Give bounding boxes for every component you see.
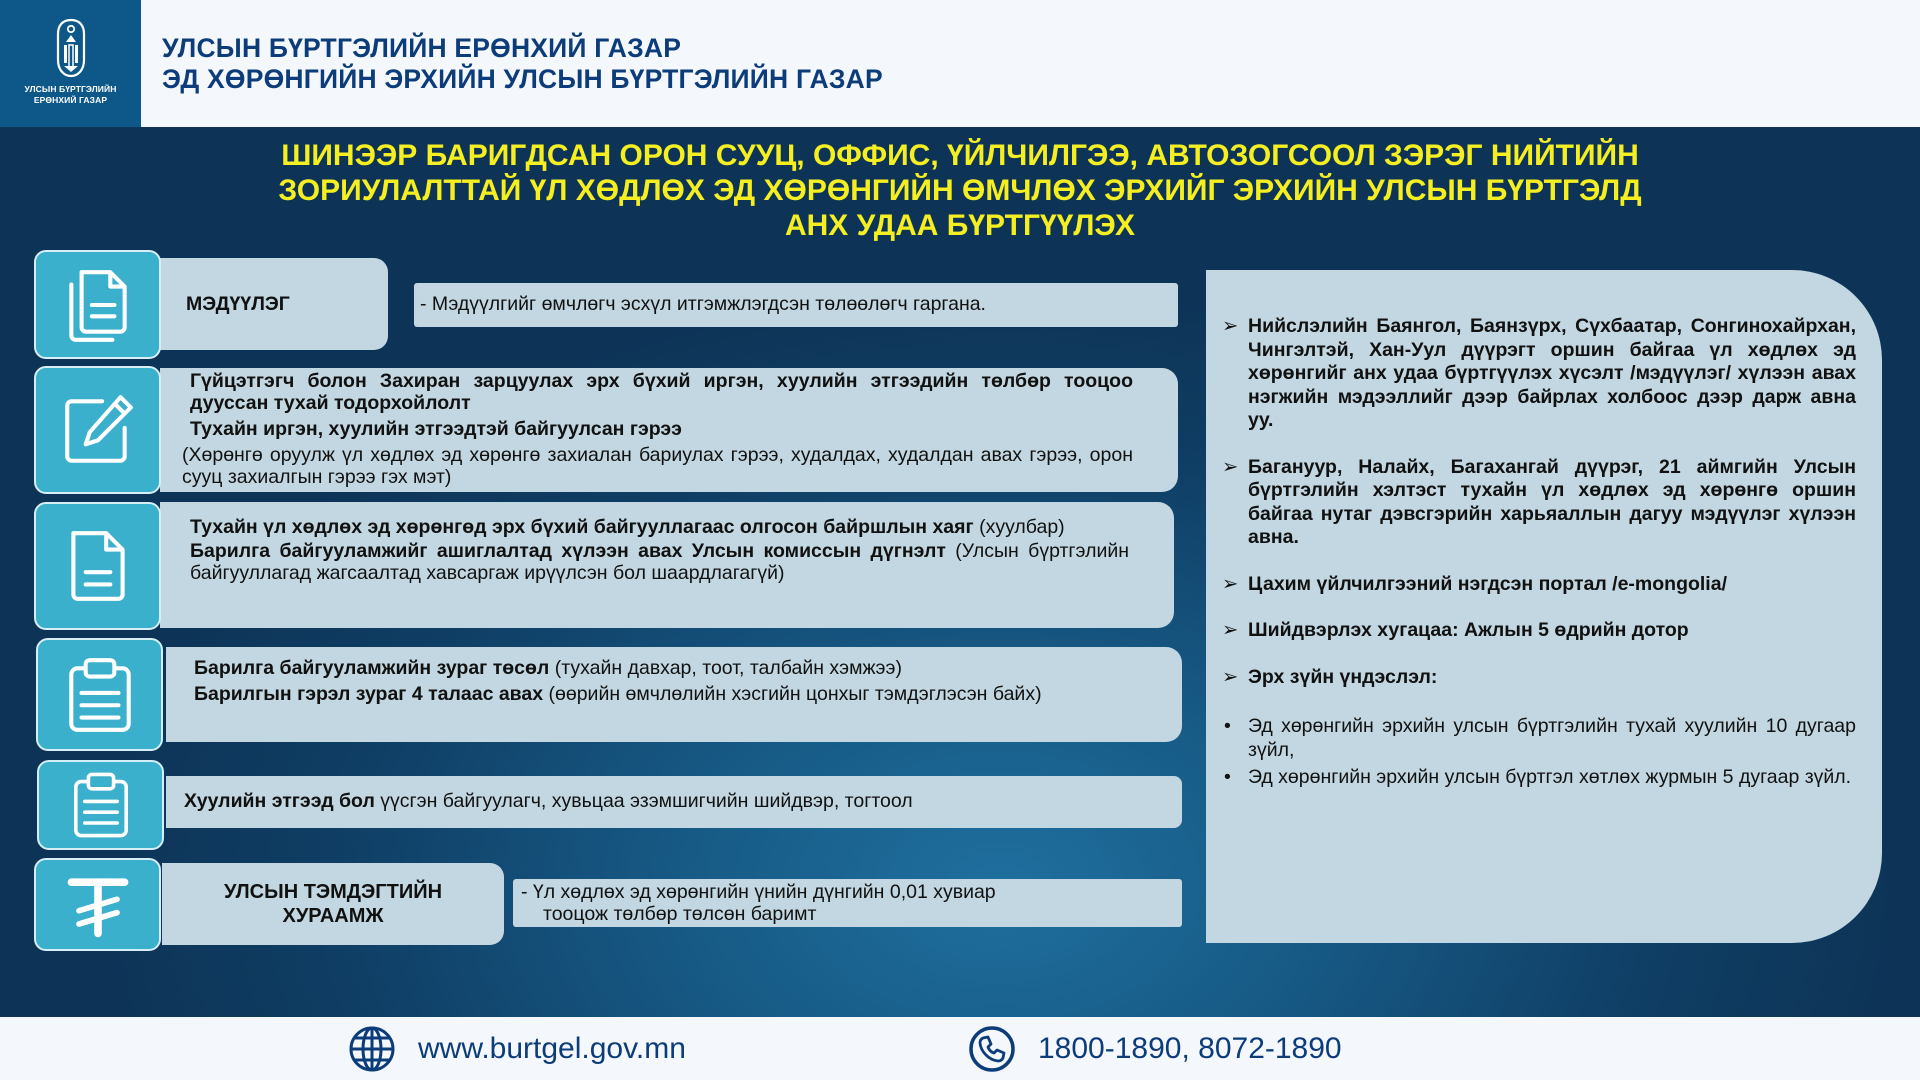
contract-item-1: Гүйцэтгэгч болон Захиран зарцуулах эрх бүхий иргэн, хуулийн этгээдийн төлбөр тооцоо дууссан тухай тодорхойлолт bbox=[190, 370, 1133, 414]
phone-number[interactable]: 1800-1890, 8072-1890 bbox=[1038, 1032, 1342, 1065]
contract-item-3: (Хөрөнгө оруулж үл хөдлөх эд хөрөнгө захиалан бариулах гэрээ, худалдах, худалдан авах гэрээ, орон сууц захиалгын гэрээ гэх мэт) bbox=[182, 444, 1133, 488]
row-fee-label: УЛСЫН ТЭМДЭГТИЙН ХУРААМЖ bbox=[162, 863, 504, 945]
contract-item-2: Тухайн иргэн, хуулийн этгээдтэй байгуулсан гэрээ bbox=[190, 418, 682, 440]
info-link-capital[interactable]: Нийслэлийн Баянгол, Баянзүрх, Сүхбаатар, Сонгинохайрхан, Чингэлтэй, Хан-Уул дүүрэгт оршин байгаа үл хөдлөх эд хөрөнгийг анх удаа бүртгүүлэх хүсэлт /мэдүүлэг/ хүлээн авах нэгжийн мэдээллийг дээр байрлах холбоос дээр дарж авна уу. bbox=[1248, 315, 1856, 431]
bullet-icon: • bbox=[1224, 766, 1231, 788]
row-fee-tile bbox=[34, 858, 161, 951]
row-fee-text: - Үл хөдлөх эд хөрөнгийн үнийн дүнгийн 0,01 хувиар тооцож төлбөр төлсөн баримт bbox=[513, 879, 1182, 927]
footer-phone[interactable] bbox=[968, 1025, 1342, 1073]
agency-name-line2: ЭД ХӨРӨНГИЙН ЭРХИЙН УЛСЫН БҮРТГЭЛИЙН ГАЗАР bbox=[162, 64, 883, 94]
info-item-portal: ➢ Цахим үйлчилгээний нэгдсэн портал /e-mongolia/ bbox=[1222, 572, 1727, 595]
arrow-marker-icon: ➢ bbox=[1222, 619, 1239, 641]
documents-icon bbox=[57, 264, 139, 346]
row-drawing-tile bbox=[36, 638, 163, 751]
address-item-2: Барилга байгууламжийг ашиглалтад хүлээн авах Улсын комиссын дүгнэлт (Улсын бүртгэлийн байгууллагад жагсаалтад хавсаргаж ирүүлсэн бол шаардлагагүй) bbox=[190, 540, 1129, 584]
legal-basis-item-1: • Эд хөрөнгийн эрхийн улсын бүртгэлийн тухай хуулийн 10 дугаар зүйл, bbox=[1224, 715, 1856, 761]
arrow-marker-icon: ➢ bbox=[1222, 315, 1239, 337]
row-application-text: - Мэдүүлгийг өмчлөгч эсхүл итгэмжлэгдсэн төлөөлөгч гаргана. bbox=[414, 283, 1178, 327]
pen-edit-icon bbox=[57, 389, 139, 471]
info-item-legal-basis: ➢ Эрх зүйн үндэслэл: bbox=[1222, 665, 1438, 688]
row-contract-content bbox=[160, 368, 1178, 492]
info-item-deadline: ➢ Шийдвэрлэх хугацаа: Ажлын 5 өдрийн дотор bbox=[1222, 619, 1689, 641]
row-application-label: МЭДҮҮЛЭГ bbox=[156, 258, 388, 350]
footer bbox=[0, 1017, 1920, 1080]
agency-logo[interactable] bbox=[0, 0, 141, 127]
globe-icon bbox=[348, 1025, 396, 1073]
website-link[interactable]: www.burtgel.gov.mn bbox=[418, 1032, 686, 1065]
row-legal-content: Хуулийн этгээд бол үүсгэн байгуулагч, хувьцаа эзэмшигчийн шийдвэр, тогтоол bbox=[166, 776, 1182, 828]
arrow-marker-icon: ➢ bbox=[1222, 455, 1239, 478]
info-item-capital bbox=[1222, 315, 1856, 433]
footer-website[interactable] bbox=[348, 1025, 686, 1073]
clipboard-list-icon bbox=[65, 769, 137, 841]
phone-icon bbox=[968, 1025, 1016, 1073]
tugrik-icon bbox=[60, 867, 136, 943]
logo-text: УЛСЫН БҮРТГЭЛИЙН ЕРӨНХИЙ ГАЗАР bbox=[24, 84, 117, 105]
document-icon bbox=[57, 525, 139, 607]
row-address-tile bbox=[34, 502, 161, 630]
agency-name-line1: УЛСЫН БҮРТГЭЛИЙН ЕРӨНХИЙ ГАЗАР bbox=[162, 33, 682, 63]
arrow-marker-icon: ➢ bbox=[1222, 665, 1239, 688]
bullet-icon: • bbox=[1224, 715, 1231, 737]
agency-name bbox=[162, 33, 883, 95]
row-address-content bbox=[160, 502, 1174, 628]
legal-basis-item-2: • Эд хөрөнгийн эрхийн улсын бүртгэл хөтлөх журмын 5 дугаар зүйл. bbox=[1224, 766, 1852, 788]
info-item-provinces: ➢ Багануур, Налайх, Багахангай дүүрэг, 21 аймгийн Улсын бүртгэлийн хэлтэст тухайн үл хөдлөх эд хөрөнгө оршин байгаа нутаг дэвсгэрийн харьяаллын дагуу мэдүүлэг хүлээн авна. bbox=[1222, 455, 1856, 548]
clipboard-icon bbox=[59, 654, 141, 736]
page-title: ШИНЭЭР БАРИГДСАН ОРОН СУУЦ, ОФФИС, ҮЙЛЧИЛГЭЭ, АВТОЗОГСООЛ ЗЭРЭГ НИЙТИЙН ЗОРИУЛАЛТТАЙ ҮЛ ХӨДЛӨХ ЭД ХӨРӨНГИЙН ӨМЧЛӨХ ЭРХИЙГ ЭРХИЙН УЛСЫН БҮРТГЭЛД АНХ УДАА БҮРТГҮҮЛЭХ bbox=[278, 139, 1642, 242]
row-contract-tile bbox=[34, 366, 161, 494]
address-item-1: Тухайн үл хөдлөх эд хөрөнгөд эрх бүхий байгууллагаас олгосон байршлын хаяг (хуулбар) bbox=[190, 516, 1065, 538]
arrow-marker-icon: ➢ bbox=[1222, 572, 1239, 595]
drawing-item-2: Барилгын гэрэл зураг 4 талаас авах (өөрийн өмчлөлийн хэсгийн цонхыг тэмдэглэсэн байх) bbox=[194, 683, 1042, 705]
header bbox=[0, 0, 1920, 127]
info-panel bbox=[1206, 270, 1882, 943]
row-legal-tile bbox=[37, 760, 164, 850]
row-application-tile bbox=[34, 250, 161, 359]
row-drawing-content bbox=[166, 647, 1182, 742]
drawing-item-1: Барилга байгууламжийн зураг төсөл (тухайн давхар, тоот, талбайн хэмжээ) bbox=[194, 657, 902, 679]
emblem-icon bbox=[54, 18, 88, 78]
